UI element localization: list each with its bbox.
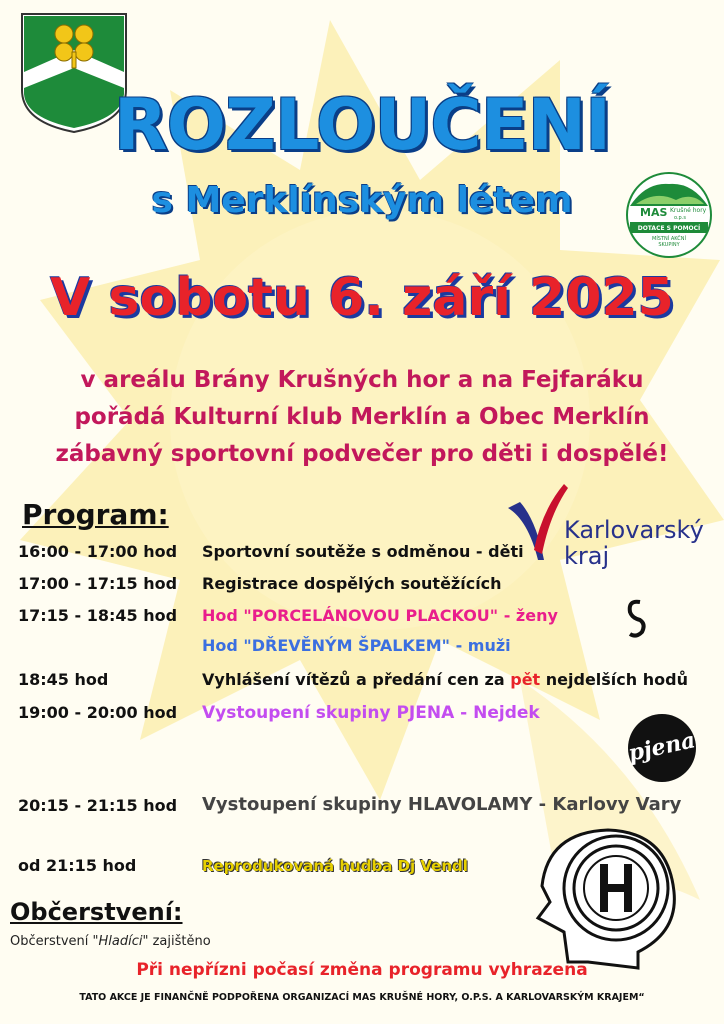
program-text: Sportovní soutěže s odměnou - děti [202,542,524,561]
event-date: V sobotu 6. září 2025 [50,268,674,328]
ampersand-logo [624,598,648,640]
program-time: 17:15 - 18:45 hod [18,606,178,625]
mas-logo [626,172,712,258]
refreshments-c: " zajištěno [142,934,211,949]
info-line: zábavný sportovní podvečer pro děti i dospělé! [55,441,669,467]
event-title: ROZLOUČENÍ [113,84,611,166]
program-text: Registrace dospělých soutěžících [202,574,502,593]
kraj-line1: Karlovarský [564,516,704,544]
program-time: 19:00 - 20:00 hod [18,703,178,722]
mas-abbr: MAS [640,206,668,219]
info-line: v areálu Brány Krušných hor a na Fejfaráku [80,367,644,393]
awards-text-a: Vyhlášení vítězů a předání cen za [202,670,511,689]
program-text: Reprodukovaná hudba Dj Vendl [202,857,468,875]
mas-bottom2: SKUPINY [658,242,680,248]
kraj-line2: kraj [564,542,610,570]
program-heading: Program: [22,498,169,531]
mas-name: Krušné hory [670,207,707,214]
program-time: 17:00 - 17:15 hod [18,574,178,593]
refreshments-a: Občerstvení " [10,934,99,949]
program-time: 18:45 hod [18,670,109,689]
program-time: 16:00 - 17:00 hod [18,542,178,561]
program-text [202,670,688,689]
weather-note: Při nepřízni počasí změna programu vyhrazena [136,960,588,980]
mas-band: DOTACE S POMOCÍ [637,225,701,232]
event-info [0,362,724,473]
refreshments-text [10,934,211,949]
program-text-men: Hod "DŘEVĚNÝM ŠPALKEM" - muži [202,636,511,655]
program-text: Vystoupení skupiny HLAVOLAMY - Karlovy Vary [202,794,682,815]
program-text-women: Hod "PORCELÁNOVOU PLACKOU" - ženy [202,606,558,625]
mas-suffix: o.p.s [674,215,686,221]
info-line: pořádá Kulturní klub Merklín a Obec Merklín [74,404,650,430]
program-text: Vystoupení skupiny PJENA - Nejdek [202,703,540,723]
pjena-logo [616,712,708,782]
event-subtitle: s Merklínským létem [151,180,573,221]
pjena-text: pjena [626,727,698,767]
program-time: od 21:15 hod [18,856,137,875]
hlavolamy-logo [528,822,680,970]
refreshments-heading: Občerstvení: [10,898,183,926]
mas-bottom1: MÍSTNÍ AKČNÍ [652,236,686,242]
awards-highlight: pět [510,670,541,689]
awards-text-b: nejdelších hodů [540,670,688,689]
refreshments-name: Hladíci [98,934,143,949]
karlovarsky-kraj-logo [506,480,706,572]
program-time: 20:15 - 21:15 hod [18,796,178,815]
footer-note: TATO AKCE JE FINANČNĚ PODPOŘENA ORGANIZACÍ MAS KRUŠNÉ HORY, O.P.S. A KARLOVARSKÝM KRAJEM“ [79,992,645,1003]
